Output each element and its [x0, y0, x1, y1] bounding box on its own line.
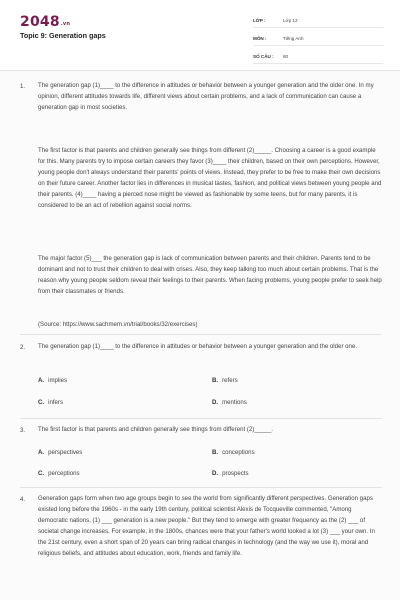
question-divider [20, 418, 382, 419]
answer-option-b[interactable] [212, 377, 238, 384]
answer-option-a[interactable] [38, 449, 82, 456]
answer-option-c[interactable] [38, 470, 80, 477]
option-letter: A. [38, 377, 45, 384]
question-text: The first factor is that parents and children generally see things from different (2)_____. [38, 426, 273, 433]
option-text: implies [48, 377, 68, 384]
page-header [0, 0, 400, 70]
answer-option-d[interactable] [212, 470, 249, 477]
question-divider [20, 334, 382, 335]
question-number: 3. [20, 427, 26, 434]
option-text: perceptions [48, 470, 80, 477]
passage-paragraph: Generation gaps form when two age groups begin to see the world from significantly different perspectives. Generation gaps existed long before the 1960s - in the early 19th century, political scientist Alexis de Tocqueville commented, "Among democratic nations, (1) ___ generation is a new people." But they tend to emerge with greater frequency as the (2) ___ of societal change increases. For example, in the 1800s, chances were that your father's world looked a lot (3) ___ your own. In the 21st century, even a short span of 20 years can bring radical changes in technology (and the way we use it), moral and religious beliefs, and attitudes about education, work, friends and family life. [38, 495, 375, 557]
option-text: refers [222, 377, 238, 384]
option-letter: A. [38, 449, 45, 456]
option-text: perspectives [48, 449, 83, 456]
meta-info [253, 14, 383, 68]
answer-option-d[interactable] [212, 399, 247, 406]
question-divider [20, 487, 382, 488]
option-text: prospects [222, 470, 249, 477]
passage-paragraph-3: The major factor (5)___ the generation gap is lack of communication between parents and their children. Parents tend to be dominant and not to trust their children to deal with crises. Also, they keep talking too much about certain problems. That is the reason why young people seldom reveal their feelings to their parents. When facing problems, young people prefer to seek help from their classmates or friends. [38, 255, 382, 295]
option-letter: B. [212, 449, 219, 456]
option-letter: D. [212, 470, 219, 477]
question-number: 1. [20, 83, 26, 90]
option-text: mentions [222, 399, 247, 406]
meta-key: LỚP : [253, 18, 266, 23]
meta-value: Tiếng Anh [283, 36, 304, 41]
option-letter: C. [38, 399, 45, 406]
answer-option-a[interactable] [38, 377, 67, 384]
option-text: conceptions [222, 449, 255, 456]
answer-option-b[interactable] [212, 449, 255, 456]
question-text: The generation gap (1)____ to the difference in attitudes or behavior between a younger generation and the older one. [38, 343, 358, 350]
answer-option-c[interactable] [38, 399, 63, 406]
passage-paragraph-1: The generation gap (1)____ to the difference in attitudes or behavior between a younger generation and the older one. In my opinion, different attitudes towards life, different views about certain problems, and a lack of communication can cause a generation gap in most societies. [38, 82, 374, 111]
meta-value: Lớp 12 [283, 18, 298, 23]
site-logo[interactable] [20, 14, 70, 30]
meta-key: MÔN : [253, 36, 267, 41]
question-number: 2. [20, 344, 26, 351]
passage-paragraph-2: The first factor is that parents and children generally see things from different (2)_____. Choosing a career is a good example for this. Many parents try to impose certain careers they favor (3)____ their children, based on their own perceptions. However, young people don't always understand their parents' points of views. Instead, they prefer to be free to make their own decisions on their future career. Another factor lies in differences in musical tastes, fashion, and political views between young people and their parents. (4)____ having a pierced nose might be viewed as fashionable by some teens, but for many parents, it is considered to be an act of rebellion against social norms. [38, 147, 382, 209]
question-number: 4. [20, 496, 26, 503]
logo-text: 2048 [20, 14, 60, 30]
meta-row-class [253, 14, 383, 28]
passage-source: (Source: https://www.sachmem.vn/trial/books/32/exercises) [38, 321, 198, 328]
question-list [0, 70, 400, 600]
logo-domain: .vn [60, 21, 71, 27]
option-text: infers [48, 399, 63, 406]
meta-value: 80 [283, 54, 289, 59]
option-letter: B. [212, 377, 219, 384]
meta-key: SỐ CÂU : [253, 54, 274, 59]
option-letter: D. [212, 399, 219, 406]
topic-title: Topic 9: Generation gaps [20, 31, 106, 40]
meta-row-subject [253, 32, 383, 46]
meta-row-count [253, 50, 383, 64]
option-letter: C. [38, 470, 45, 477]
